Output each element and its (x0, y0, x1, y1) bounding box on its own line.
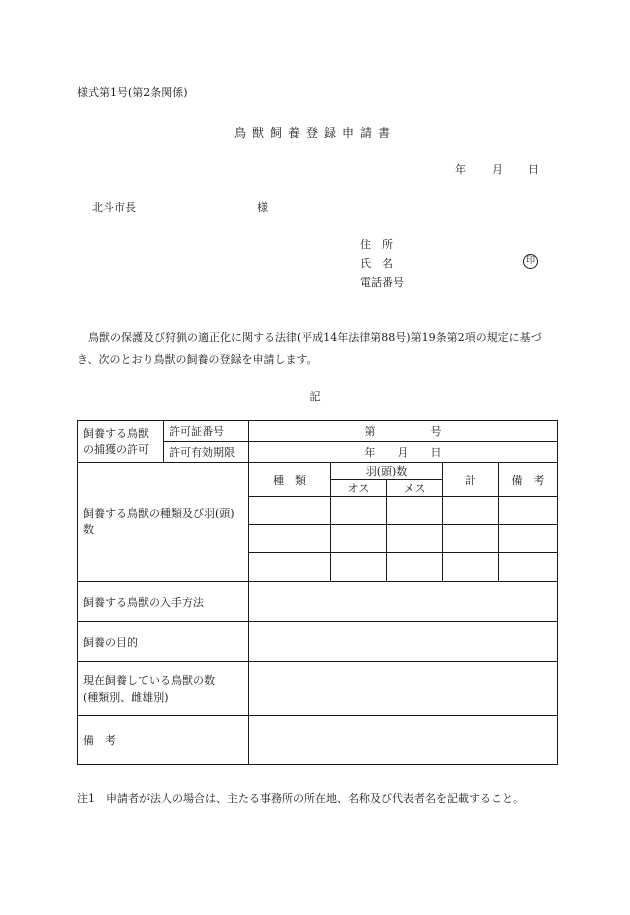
remarks-cell[interactable] (499, 525, 558, 553)
date-month: 月 (492, 163, 503, 176)
date-year: 年 (455, 163, 466, 176)
current-count-label (78, 662, 249, 716)
total-cell[interactable] (443, 553, 499, 582)
application-statement: 鳥獣の保護及び狩猟の適正化に関する法律(平成14年法律第88号)第19条第2項の規定に基づき、次のとおり鳥獣の飼養の登録を申請します。 (77, 331, 542, 366)
female-cell[interactable] (387, 525, 443, 553)
col-species: 種 類 (249, 463, 331, 497)
registration-table (77, 420, 558, 765)
permit-period-label: 許可有効期限 (164, 442, 249, 463)
purpose-label: 飼養の目的 (78, 622, 249, 662)
current-count-field[interactable] (249, 662, 558, 716)
current-count-subtitle: (種類別、雌雄別) (83, 690, 169, 704)
remarks-label: 備 考 (78, 716, 249, 765)
remarks-cell[interactable] (499, 553, 558, 582)
document-title: 鳥獣飼養登録申請書 (233, 126, 396, 140)
form-number: 様式第1号(第2条関係) (77, 86, 188, 99)
remarks-cell[interactable] (499, 497, 558, 525)
capture-permit-label: 飼養する鳥獣の捕獲の許可 (78, 421, 164, 463)
applicant-phone-label: 電話番号 (360, 276, 404, 289)
male-cell[interactable] (331, 525, 387, 553)
applicant-name-label: 氏 名 (360, 257, 393, 270)
acquisition-label: 飼養する鳥獣の入手方法 (78, 582, 249, 622)
ki-marker: 記 (309, 390, 321, 403)
honorific: 様 (257, 201, 268, 214)
col-female: メス (387, 480, 443, 497)
species-count-label: 飼養する鳥獣の種類及び羽(頭)数 (78, 463, 249, 582)
current-count-title: 現在飼養している鳥獣の数 (83, 673, 215, 687)
total-cell[interactable] (443, 497, 499, 525)
purpose-field[interactable] (249, 622, 558, 662)
female-cell[interactable] (387, 497, 443, 525)
footnote: 注1 申請者が法人の場合は、主たる事務所の所在地、名称及び代表者名を記載すること。 (77, 792, 524, 805)
species-cell[interactable] (249, 497, 331, 525)
seal-mark: 印 (523, 254, 538, 269)
permit-number-label: 許可証番号 (164, 421, 249, 442)
remarks-field[interactable] (249, 716, 558, 765)
applicant-address-label: 住 所 (360, 238, 393, 251)
col-remarks: 備 考 (499, 463, 558, 497)
species-cell[interactable] (249, 553, 331, 582)
male-cell[interactable] (331, 553, 387, 582)
col-total: 計 (443, 463, 499, 497)
addressee: 北斗市長 (92, 201, 136, 214)
permit-number-field[interactable]: 第 号 (249, 421, 558, 442)
permit-period-field[interactable]: 年 月 日 (249, 442, 558, 463)
male-cell[interactable] (331, 497, 387, 525)
col-count: 羽(頭)数 (331, 463, 443, 480)
acquisition-field[interactable] (249, 582, 558, 622)
female-cell[interactable] (387, 553, 443, 582)
species-cell[interactable] (249, 525, 331, 553)
date-day: 日 (528, 163, 539, 176)
total-cell[interactable] (443, 525, 499, 553)
col-male: オス (331, 480, 387, 497)
